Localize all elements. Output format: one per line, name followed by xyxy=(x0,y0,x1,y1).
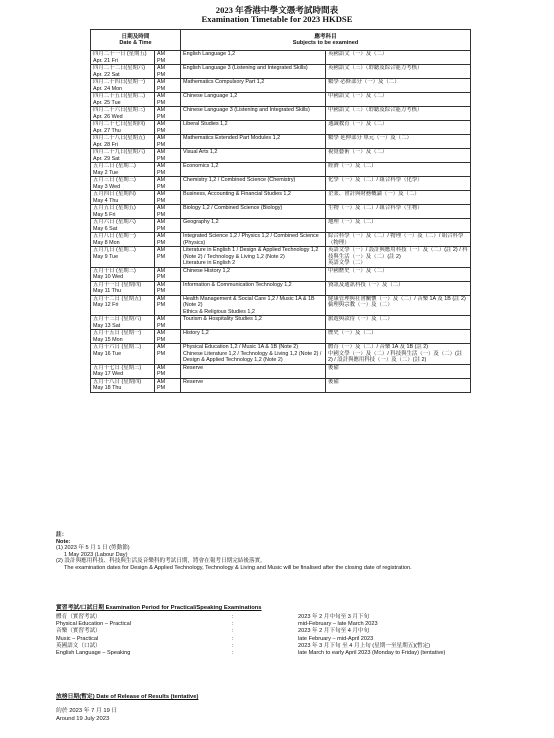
subject-en-cell: Literature in English 1 / Design & Applied Technology 1,2 (Note 2) / Technology & Living 1,2 (Note 2) Literature in English 2 xyxy=(181,247,326,268)
subject-zh-cell: 英國語文（三）（聆聽及綜合能力考核） xyxy=(326,65,471,79)
subject-zh-cell: 歷史（一）及（二） xyxy=(326,330,471,344)
practical-subject: Music – Practical xyxy=(56,635,99,642)
subject-en-cell: Reserve xyxy=(181,378,326,392)
table-row xyxy=(91,107,471,121)
date-cell: 五月十三日 (星期六) May 13 Sat xyxy=(91,316,155,330)
table-row xyxy=(91,135,471,149)
table-row xyxy=(91,65,471,79)
practical-heading: 實習考試/口試日期 Examination Period for Practical/Speaking Examinations xyxy=(56,605,262,611)
timetable-body xyxy=(91,51,471,393)
session-cell: AM PM xyxy=(155,344,181,365)
subject-zh-cell: 資訊及通訊科技（一）及（二） xyxy=(326,281,471,295)
results-heading: 放榜日期(暫定) Date of Release of Results (tentative) xyxy=(56,694,199,700)
subject-zh-cell: 中國語文（一）及（二） xyxy=(326,93,471,107)
practical-row xyxy=(56,636,516,643)
subject-en-cell: Biology 1,2 / Combined Science (Biology) xyxy=(181,205,326,219)
note-1-zh: (1) 2023 年 5 月 1 日 (勞動節) xyxy=(56,545,130,552)
subject-zh-cell: 英國語文（一）及（二） xyxy=(326,51,471,65)
session-cell: AM PM xyxy=(155,79,181,93)
date-cell: 四月二十六日(星期三) Apr. 26 Wed xyxy=(91,107,155,121)
table-row xyxy=(91,295,471,316)
colon: : xyxy=(232,628,234,635)
notes: 註： Note: (1) 2023 年 5 月 1 日 (勞動節) 1 May 2023 (Labour Day) (2) 設計與應用科技、科技與生活及音樂科的考試日期，將會在報考日期完結後落實。 The examination dates for Design & Applied Technology, Technology & Living and Music will be finalised after the closing date of registration. xyxy=(56,532,536,572)
session-cell: AM PM xyxy=(155,205,181,219)
session-cell: AM PM xyxy=(155,135,181,149)
date-cell: 五月十六日 (星期二) May 16 Tue xyxy=(91,344,155,365)
subject-en-cell: Geography 1,2 xyxy=(181,219,326,233)
date-cell: 五月十一日 (星期四) May 11 Thu xyxy=(91,281,155,295)
note-1-en: 1 May 2023 (Labour Day) xyxy=(64,551,128,558)
subject-en-cell: Chinese Language 3 (Listening and Integrated Skills) xyxy=(181,107,326,121)
subject-zh-cell: 數學 延伸部分 單元（一）及（二） xyxy=(326,135,471,149)
table-row xyxy=(91,344,471,365)
practical-subject: 體育（實習考試） xyxy=(56,614,101,620)
practical-list xyxy=(56,614,516,657)
practical-row xyxy=(56,621,516,628)
practical-row xyxy=(56,650,516,657)
session-cell: AM PM xyxy=(155,51,181,65)
subject-zh-cell: 地理（一）及（二） xyxy=(326,219,471,233)
table-row xyxy=(91,205,471,219)
session-cell: AM PM xyxy=(155,378,181,392)
practical-subject: 音樂（實習考試） xyxy=(56,628,101,635)
subject-en-cell: Mathematics Compulsory Part 1,2 xyxy=(181,79,326,93)
colon: : xyxy=(232,642,234,649)
table-row xyxy=(91,163,471,177)
session-cell: AM PM xyxy=(155,177,181,191)
subject-zh-cell: 中國語文（三）（聆聽及綜合能力考核） xyxy=(326,107,471,121)
date-cell: 五月九日 (星期二) May 9 Tue xyxy=(91,247,155,268)
session-cell: AM PM xyxy=(155,281,181,295)
date-cell: 五月二日 (星期二) May 2 Tue xyxy=(91,163,155,177)
date-cell: 五月十二日 (星期五) May 12 Fri xyxy=(91,295,155,316)
header-subjects: 應考科目 Subjects to be examined xyxy=(181,30,471,51)
subject-zh-cell: 企業、會計與財務概論（一）及（二） xyxy=(326,191,471,205)
date-cell: 五月六日 (星期六) May 6 Sat xyxy=(91,219,155,233)
subject-en-cell: English Language 3 (Listening and Integrated Skills) xyxy=(181,65,326,79)
subject-en-cell: Economics 1,2 xyxy=(181,163,326,177)
title-en: Examination Timetable for 2023 HKDSE xyxy=(201,14,353,24)
table-row xyxy=(91,93,471,107)
practical-row xyxy=(56,628,516,635)
table-row xyxy=(91,233,471,247)
session-cell: AM PM xyxy=(155,330,181,344)
subject-en-cell: Chinese Language 1,2 xyxy=(181,93,326,107)
colon: : xyxy=(232,621,234,628)
subject-en-cell: History 1,2 xyxy=(181,330,326,344)
date-cell: 四月二十一日 (星期五) Apr. 21 Fri xyxy=(91,51,155,65)
date-cell: 五月三日 (星期三) May 3 Wed xyxy=(91,177,155,191)
practical-period: 2023 年 3 月下旬 至 4 月上旬 (星期一至星期五)(暫定) xyxy=(298,642,431,649)
practical-row xyxy=(56,643,516,650)
subject-en-cell: Visual Arts 1,2 xyxy=(181,149,326,163)
subject-en-cell: Mathematics Extended Part Modules 1,2 xyxy=(181,135,326,149)
date-cell: 五月十八日 (星期四) May 18 Thu xyxy=(91,378,155,392)
session-cell: AM PM xyxy=(155,267,181,281)
practical-period: 2023 年 2 月下旬至 4 月中旬 xyxy=(298,628,370,635)
title-zh: 2023 年香港中學文憑考試時間表 xyxy=(215,5,339,15)
table-row xyxy=(91,316,471,330)
date-cell: 四月二十七日(星期四) Apr. 27 Thu xyxy=(91,121,155,135)
date-cell: 五月十七日 (星期三) May 17 Wed xyxy=(91,364,155,378)
session-cell: AM PM xyxy=(155,364,181,378)
date-cell: 四月二十八日(星期五) Apr. 28 Fri xyxy=(91,135,155,149)
timetable-table xyxy=(90,29,471,393)
subject-zh-cell: 後備 xyxy=(326,364,471,378)
table-row xyxy=(91,247,471,268)
date-cell: 五月四日 (星期四) May 4 Thu xyxy=(91,191,155,205)
date-cell: 四月二十二日(星期六) Apr. 22 Sat xyxy=(91,65,155,79)
table-row xyxy=(91,281,471,295)
table-row xyxy=(91,330,471,344)
table-row xyxy=(91,149,471,163)
subject-zh-cell: 生物（一）及（二）/ 組合科學（生物） xyxy=(326,205,471,219)
practical-period: late March to early April 2023 (Monday to Friday) (tentative) xyxy=(298,650,446,657)
subject-en-cell: Tourism & Hospitality Studies 1,2 xyxy=(181,316,326,330)
session-cell: AM PM xyxy=(155,191,181,205)
subject-zh-cell: 經濟（一）及（二） xyxy=(326,163,471,177)
table-row xyxy=(91,219,471,233)
subject-en-cell: Integrated Science 1,2 / Physics 1,2 / Combined Science (Physics) xyxy=(181,233,326,247)
table-row xyxy=(91,267,471,281)
subject-zh-cell: 健康管理與社會關懷（一）及（二）/ 音樂 1A 及 1B (註 2) 倫理與宗教（一）及（二） xyxy=(326,295,471,316)
subject-zh-cell: 旅遊與款待（一）及（二） xyxy=(326,316,471,330)
subject-zh-cell: 數學 必修部分（一）及（二） xyxy=(326,79,471,93)
session-cell: AM PM xyxy=(155,65,181,79)
table-row xyxy=(91,177,471,191)
subject-zh-cell: 化學（一）及（二）/ 組合科學（化學） xyxy=(326,177,471,191)
note-2-zh: (2) 設計與應用科技、科技與生活及音樂科的考試日期，將會在報考日期完結後落實。 xyxy=(56,558,266,565)
session-cell: AM PM xyxy=(155,149,181,163)
table-row xyxy=(91,364,471,378)
session-cell: AM PM xyxy=(155,219,181,233)
practical-period: late February – mid-April 2023 xyxy=(298,635,374,642)
practical-row xyxy=(56,614,516,621)
session-cell: AM PM xyxy=(155,233,181,247)
table-row xyxy=(91,378,471,392)
practical-subject: English Language – Speaking xyxy=(56,650,131,657)
date-cell: 五月五日 (星期五) May 5 Fri xyxy=(91,205,155,219)
subject-en-cell: Chinese History 1,2 xyxy=(181,267,326,281)
table-row xyxy=(91,191,471,205)
header-date: 日期及時間 Date & Time xyxy=(91,30,181,51)
date-cell: 四月二十五日(星期二) Apr. 25 Tue xyxy=(91,93,155,107)
subject-en-cell: Health Management & Social Care 1,2 / Music 1A & 1B (Note 2) Ethics & Religious Studies 1,2 xyxy=(181,295,326,316)
subject-zh-cell: 視覺藝術（一）及（二） xyxy=(326,149,471,163)
session-cell: AM PM xyxy=(155,163,181,177)
subject-zh-cell: 綜合科學（一）及（二）/ 物理（一）及（二）/ 組合科學（物理） xyxy=(326,233,471,247)
colon: : xyxy=(232,650,234,657)
subject-zh-cell: 中國歷史（一）及（二） xyxy=(326,267,471,281)
subject-zh-cell: 通識教育（一）及（二） xyxy=(326,121,471,135)
subject-en-cell: Liberal Studies 1,2 xyxy=(181,121,326,135)
session-cell: AM PM xyxy=(155,295,181,316)
colon: : xyxy=(232,635,234,642)
date-cell: 五月十日 (星期三) May 10 Wed xyxy=(91,267,155,281)
subject-zh-cell: 後備 xyxy=(326,378,471,392)
practical-subject: 英國語文（口試） xyxy=(56,642,101,649)
practical-subject: Physical Education – Practical xyxy=(56,621,131,628)
subject-zh-cell: 英語文學（一）/ 設計與應用科技（一）及（二）(註 2) / 科技與生活（一）及（二）(註 2) 英語文學（二） xyxy=(326,247,471,268)
table-row xyxy=(91,121,471,135)
date-cell: 四月二十四日(星期一) Apr. 24 Mon xyxy=(91,79,155,93)
subject-en-cell: Physical Education 1,2 / Music 1A & 1B (Note 2) Chinese Literature 1,2 / Technology & Living 1,2 (Note 2) / Design & Applied Technology 1,2 (Note 2) xyxy=(181,344,326,365)
session-cell: AM PM xyxy=(155,107,181,121)
table-header xyxy=(91,30,471,51)
subject-en-cell: Chemistry 1,2 / Combined Science (Chemistry) xyxy=(181,177,326,191)
session-cell: AM PM xyxy=(155,316,181,330)
date-cell: 四月二十九日(星期六) Apr. 29 Sat xyxy=(91,149,155,163)
subject-en-cell: English Language 1,2 xyxy=(181,51,326,65)
session-cell: AM PM xyxy=(155,247,181,268)
table-row xyxy=(91,79,471,93)
subject-zh-cell: 體育（一）及（二）/ 音樂 1A 及 1B (註 2) 中國文學（一）及（二）/ 科技與生活（一）及（二）(註 2) / 設計與應用科技（一）及（二）(註 2) xyxy=(326,344,471,365)
colon: : xyxy=(232,614,234,620)
subject-en-cell: Business, Accounting & Financial Studies 1,2 xyxy=(181,191,326,205)
table-row xyxy=(91,51,471,65)
results-date: 約於 2023 年 7 月 19 日 Around 19 July 2023 xyxy=(56,708,118,722)
date-cell: 五月十五日 (星期一) May 15 Mon xyxy=(91,330,155,344)
subject-en-cell: Information & Communication Technology 1,2 xyxy=(181,281,326,295)
session-cell: AM PM xyxy=(155,93,181,107)
date-cell: 五月八日 (星期一) May 8 Mon xyxy=(91,233,155,247)
note-2-en: The examination dates for Design & Applied Technology, Technology & Living and Music will be finalised after the closing date of registration. xyxy=(64,564,412,571)
practical-period: mid-February – late March 2023 xyxy=(298,621,378,628)
session-cell: AM PM xyxy=(155,121,181,135)
practical-period: 2023 年 2 月中旬至 3 月下旬 xyxy=(298,614,370,620)
subject-en-cell: Reserve xyxy=(181,364,326,378)
